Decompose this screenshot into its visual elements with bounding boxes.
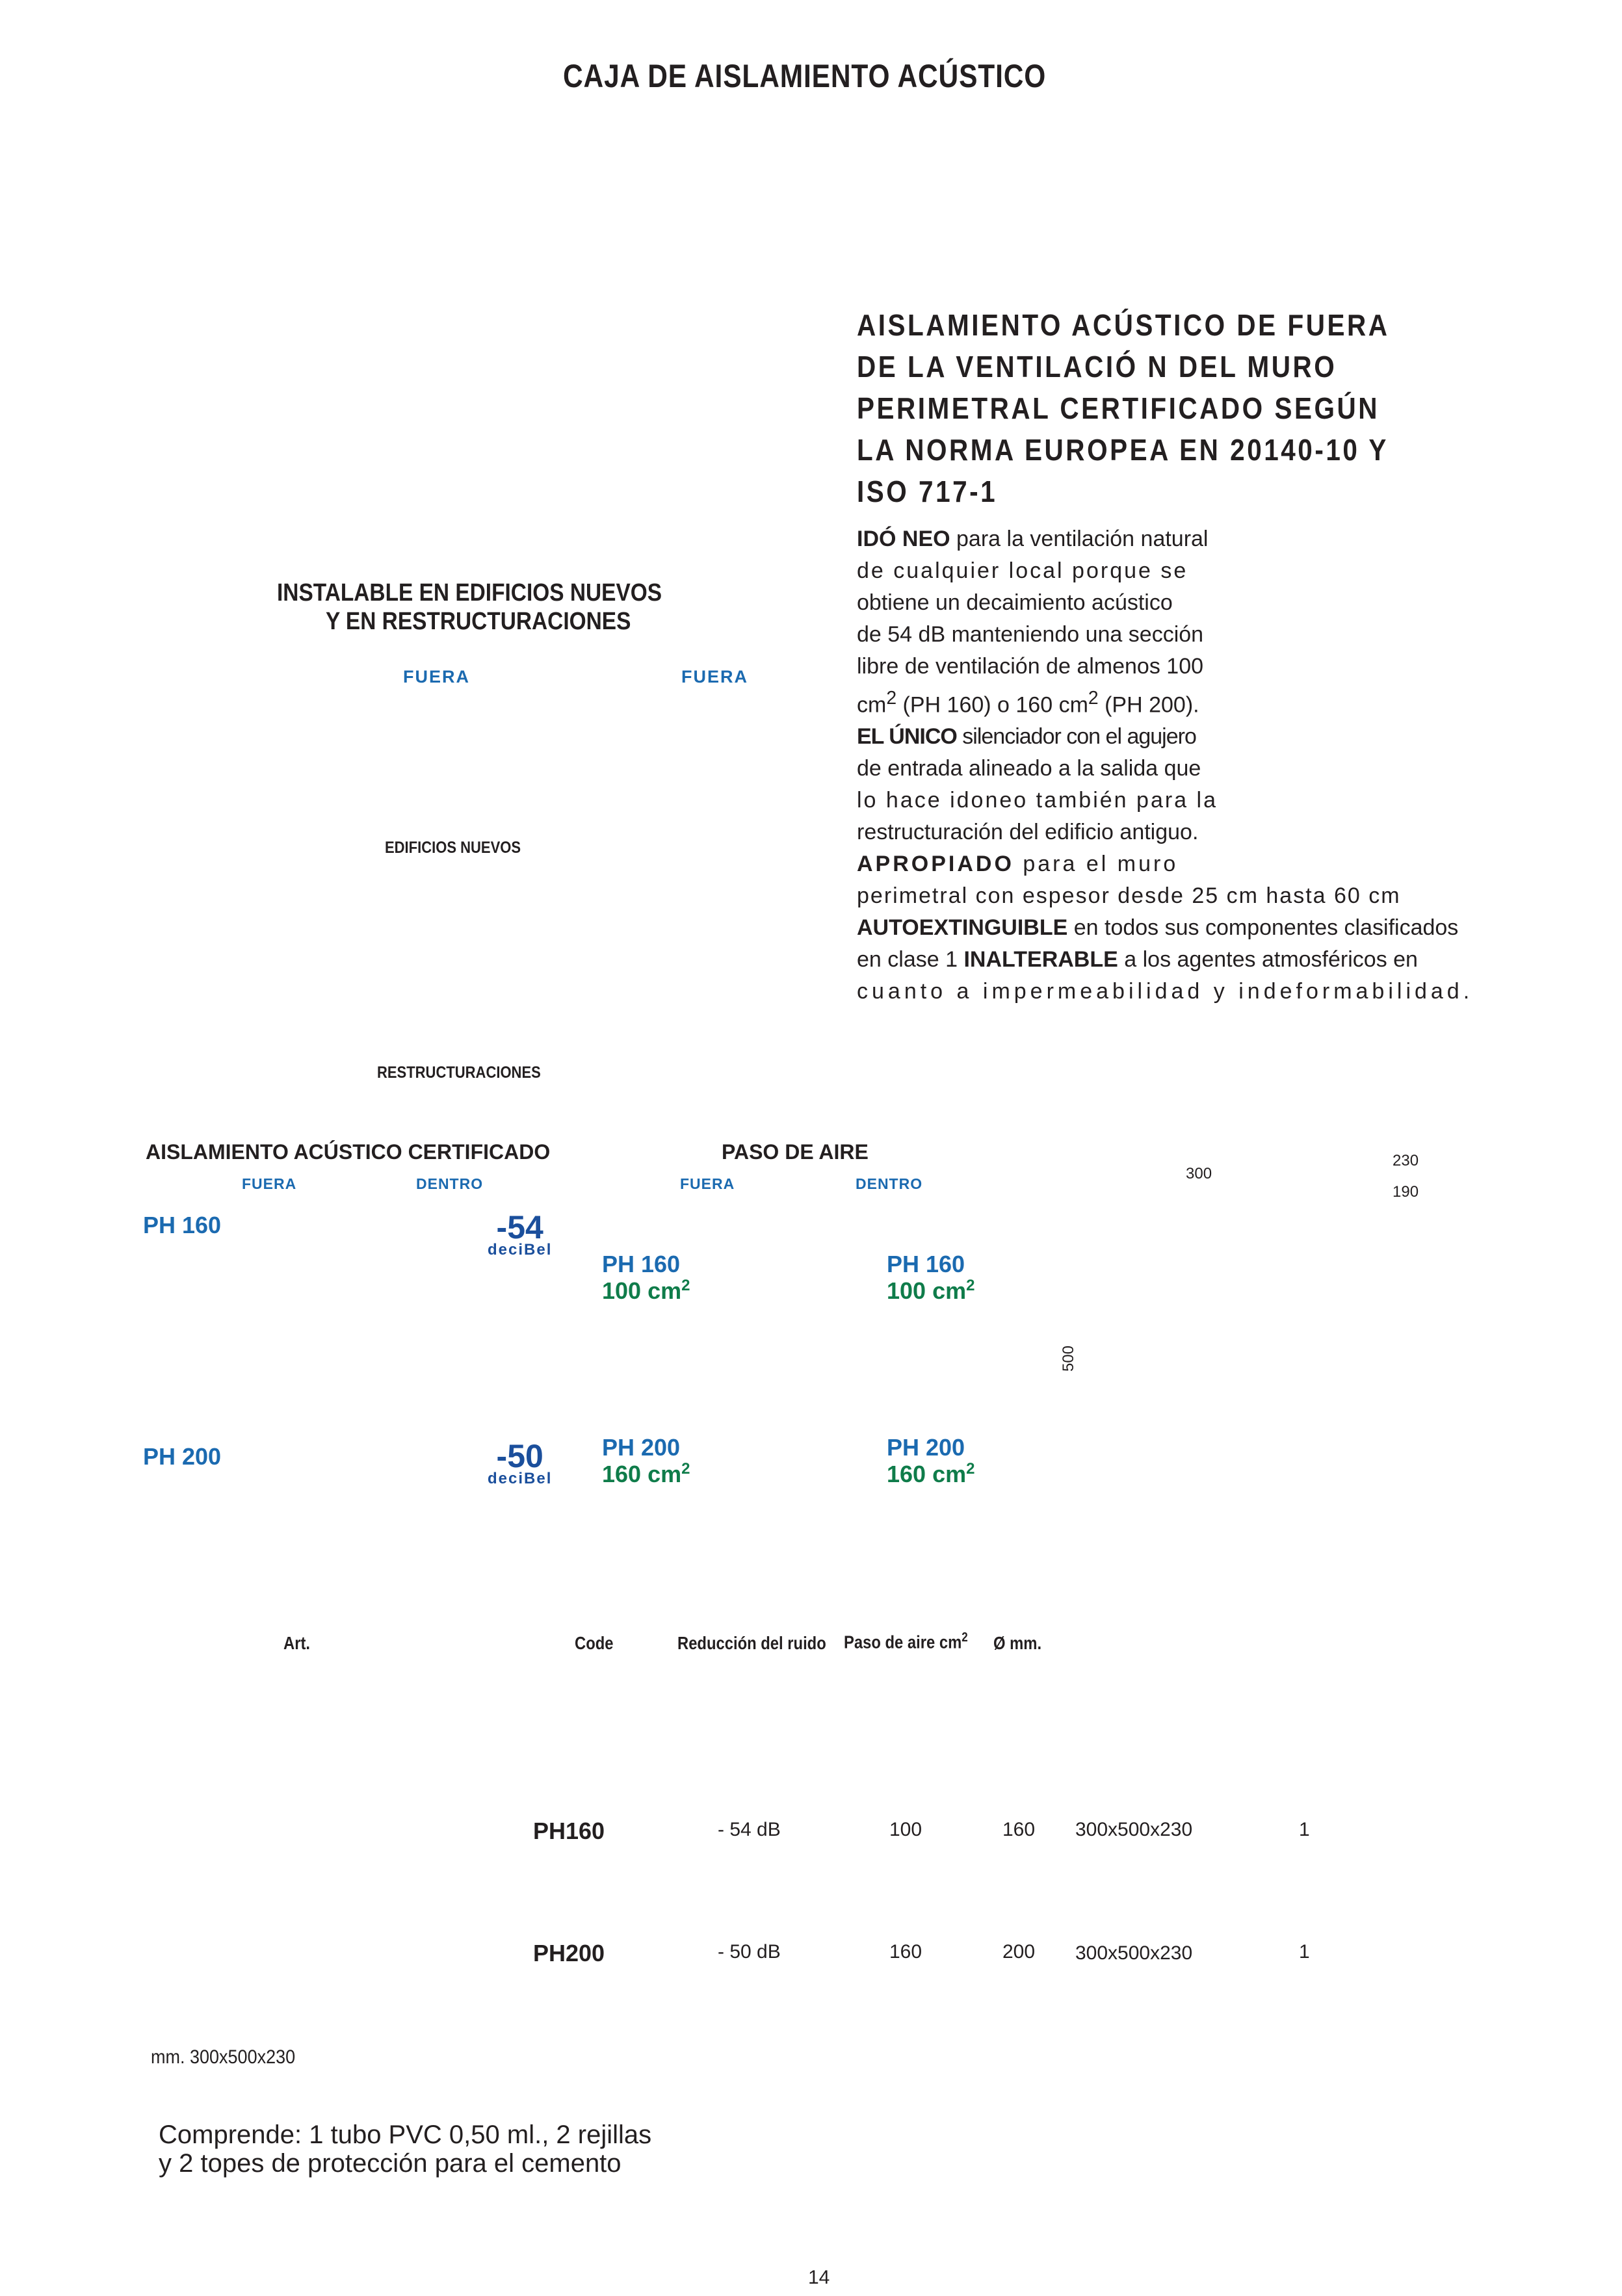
area-sup: 2 (681, 1460, 690, 1478)
installable-line-1: INSTALABLE EN EDIFICIOS NUEVOS (277, 579, 662, 607)
header-text: Paso de aire cm (844, 1632, 962, 1652)
desc-line-12: perimetral con espesor desde 25 cm hasta 60 cm (857, 883, 1401, 909)
table-row-2-size: 300x500x230 (1075, 1942, 1193, 1964)
desc-line-8: de entrada alineado a la salida que (857, 756, 1201, 781)
db-value: -50 (496, 1438, 543, 1474)
desc-line-15: cuanto a impermeabilidad y indeformabilidad. (857, 979, 1474, 1004)
acoustic-ph160: PH 160 (143, 1212, 222, 1238)
desc-line-10: restructuración del edificio antiguo. (857, 820, 1199, 845)
package-contents (159, 2120, 651, 2178)
desc-bold-unico: EL ÚNICO (857, 724, 957, 750)
area-text: 160 cm (602, 1461, 682, 1487)
desc-line-13 (857, 912, 1494, 944)
desc-sup: 2 (886, 688, 897, 709)
acoustic-fuera: FUERA (242, 1175, 297, 1192)
desc-text: a los agentes atmosféricos en (1118, 947, 1418, 972)
airflow-title: PASO DE AIRE (722, 1140, 869, 1164)
acoustic-db160 (488, 1209, 553, 1259)
desc-line-7 (857, 721, 1494, 753)
table-row-2-qty: 1 (1299, 1941, 1310, 1963)
header-sup: 2 (961, 1630, 968, 1645)
area-sup: 2 (966, 1460, 975, 1478)
desc-line-5: libre de ventilación de almenos 100 (857, 654, 1204, 679)
table-row-2-air: 160 (889, 1941, 922, 1963)
airflow-ph200-in: PH 200 (887, 1434, 965, 1461)
area-sup: 2 (966, 1277, 975, 1294)
desc-line-14 (857, 944, 1494, 976)
package-contents-line-1: Comprende: 1 tubo PVC 0,50 ml., 2 rejillas (159, 2120, 652, 2149)
airflow-ph200-out: PH 200 (602, 1434, 681, 1461)
package-contents-line-2: y 2 topes de protección para el cemento (159, 2149, 621, 2178)
dimension-500: 500 (1060, 1345, 1077, 1372)
table-header-code: Code (575, 1633, 614, 1653)
table-row-1-air: 100 (889, 1819, 922, 1840)
size-note: mm. 300x500x230 (151, 2046, 296, 2068)
page-title: CAJA DE AISLAMIENTO ACÚSTICO (563, 58, 1047, 94)
acoustic-dentro: DENTRO (416, 1175, 484, 1192)
table-row-1-qty: 1 (1299, 1819, 1310, 1840)
airflow-area160-out (602, 1277, 690, 1305)
desc-sup: 2 (1088, 688, 1099, 709)
area-text: 160 cm (887, 1461, 967, 1487)
acoustic-ph200: PH 200 (143, 1443, 222, 1470)
description-paragraph (857, 523, 1494, 1008)
dimension-190: 190 (1393, 1183, 1419, 1201)
desc-text: en todos sus componentes clasificados (1067, 915, 1459, 941)
desc-text: para la ventilación natural (950, 527, 1209, 551)
diagram-fuera-left: FUERA (403, 667, 470, 686)
dimension-230: 230 (1393, 1152, 1419, 1169)
airflow-fuera: FUERA (680, 1175, 735, 1192)
table-row-1-size: 300x500x230 (1075, 1819, 1193, 1840)
desc-text: cm (857, 692, 887, 718)
section-heading: AISLAMIENTO ACÚSTICO DE FUERA DE LA VENTILACIÓ N DEL MURO PERIMETRAL CERTIFICADO SEGÚN LA NORMA EUROPEA EN 20140-10 Y ISO 717-1 (857, 308, 1389, 508)
table-row-2-diameter: 200 (1002, 1941, 1036, 1963)
db-value: -54 (496, 1209, 543, 1246)
desc-line-1 (857, 523, 1494, 555)
db-unit: deciBel (488, 1470, 553, 1487)
acoustic-title: AISLAMIENTO ACÚSTICO CERTIFICADO (146, 1140, 551, 1164)
desc-text: en clase 1 (857, 947, 964, 972)
desc-line-2: de cualquier local porque se (857, 558, 1188, 583)
table-row-1-reduction: - 54 dB (718, 1819, 781, 1840)
table-header-air (844, 1630, 968, 1652)
desc-line-3: obtiene un decaimiento acústico (857, 590, 1173, 615)
acoustic-db200 (488, 1438, 553, 1487)
installable-line-2: Y EN RESTRUCTURACIONES (325, 608, 631, 635)
airflow-dentro: DENTRO (856, 1175, 923, 1192)
table-row-2-code: PH200 (533, 1940, 605, 1966)
table-header-diameter: Ø mm. (993, 1633, 1042, 1653)
desc-text: para el muro (1014, 852, 1179, 877)
page-number: 14 (808, 2267, 830, 2288)
table-row-2-reduction: - 50 dB (718, 1941, 781, 1963)
area-text: 100 cm (602, 1277, 682, 1304)
desc-line-4: de 54 dB manteniendo una sección (857, 622, 1204, 647)
diagram-label-restructuring: RESTRUCTURACIONES (377, 1063, 541, 1082)
airflow-ph160-out: PH 160 (602, 1251, 681, 1277)
area-sup: 2 (681, 1277, 690, 1294)
desc-bold-idoneo: IDÓ NEO (857, 527, 950, 551)
dimension-300: 300 (1186, 1165, 1212, 1182)
airflow-ph160-in: PH 160 (887, 1251, 965, 1277)
table-header-reduction: Reducción del ruido (677, 1633, 826, 1653)
desc-text: (PH 200). (1098, 692, 1199, 718)
area-text: 100 cm (887, 1277, 967, 1304)
table-header-art: Art. (283, 1633, 310, 1653)
diagram-fuera-right: FUERA (681, 667, 748, 686)
desc-line-6 (857, 683, 1494, 721)
airflow-area200-in (887, 1460, 975, 1488)
installable-heading (277, 579, 662, 636)
desc-line-9: lo hace idoneo también para la (857, 788, 1218, 813)
airflow-area160-in (887, 1277, 975, 1305)
db-unit: deciBel (488, 1241, 553, 1259)
desc-text: silenciador con el agujero (956, 724, 1196, 750)
airflow-area200-out (602, 1460, 690, 1488)
diagram-label-new-buildings: EDIFICIOS NUEVOS (385, 839, 521, 857)
desc-bold-inalterable: INALTERABLE (963, 947, 1118, 972)
desc-text: (PH 160) o 160 cm (896, 692, 1088, 718)
table-row-1-diameter: 160 (1002, 1819, 1036, 1840)
desc-bold-apropiado: APROPIADO (857, 852, 1014, 877)
table-row-1-code: PH160 (533, 1818, 605, 1844)
desc-bold-autoextinguible: AUTOEXTINGUIBLE (857, 915, 1068, 941)
desc-line-11 (857, 848, 1494, 880)
